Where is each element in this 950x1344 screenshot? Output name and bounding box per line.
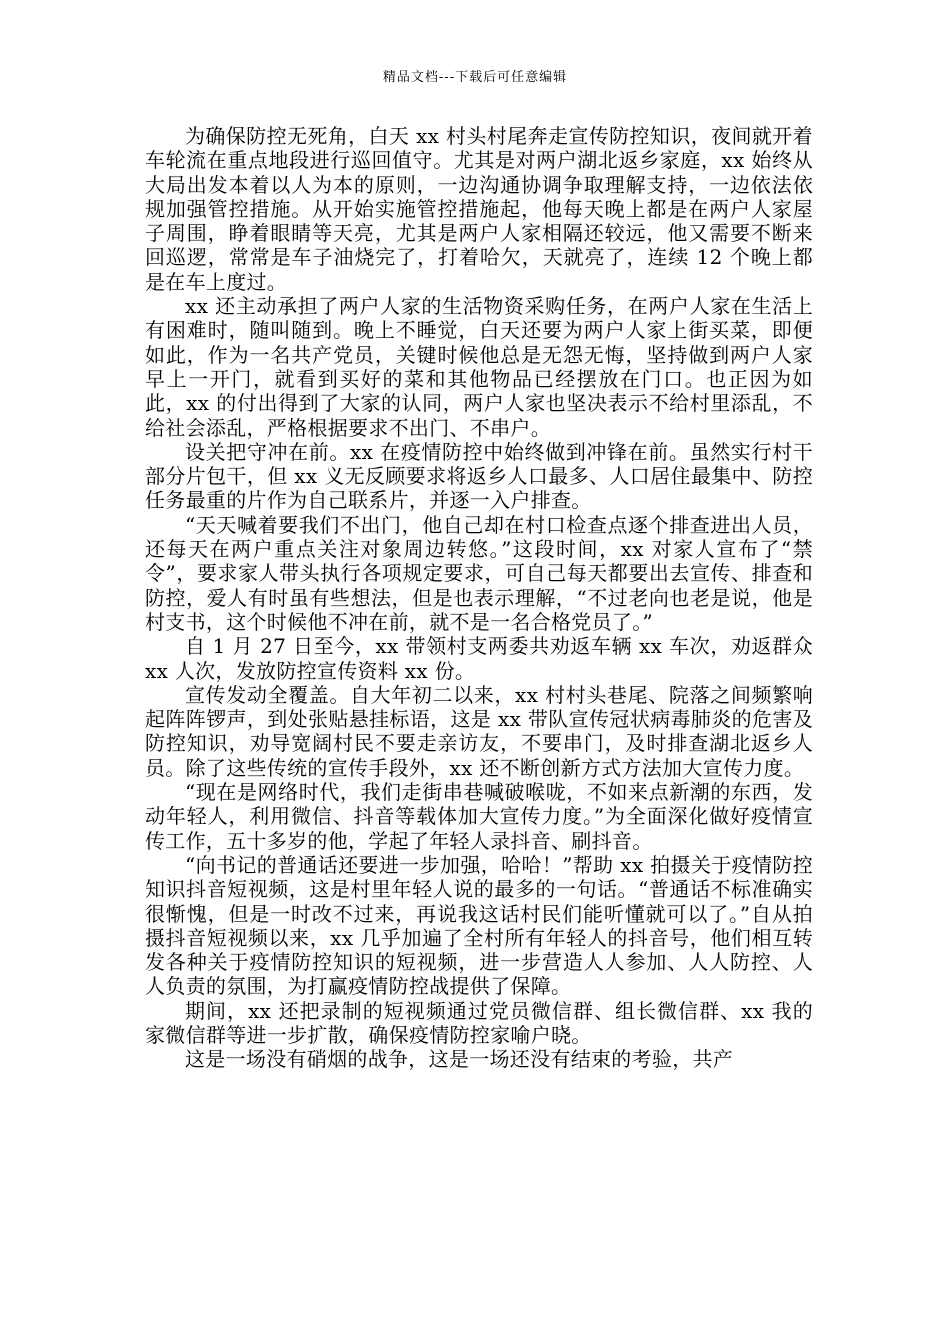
paragraph-9: 期间，xx 还把录制的短视频通过党员微信群、组长微信群、xx 我的家微信群等进一步扩散，确保疫情防控家喻户晓。 (145, 998, 813, 1047)
paragraph-3: 设关把守冲在前。xx 在疫情防控中始终做到冲锋在前。虽然实行村干部分片包干，但 xx 义无反顾要求将返乡人口最多、人口居住最集中、防控任务最重的片作为自己联系片，并逐一入户排查。 (145, 439, 813, 513)
paragraph-10: 这是一场没有硝烟的战争，这是一场还没有结束的考验，共产 (185, 1047, 734, 1072)
document-body (145, 124, 813, 1072)
paragraph-4: “天天喊着要我们不出门，他自己却在村口检查点逐个排查进出人员，还每天在两户重点关注对象周边转悠。”这段时间，xx 对家人宣布了“禁令”，要求家人带头执行各项规定要求，可自己每天都要出去宣传、排查和防控，爱人有时虽有些想法，但是也表示理解，“不过老向也老是说，他是村支书，这个时候他不冲在前，就不是一名合格党员了。” (145, 512, 813, 634)
paragraph-7: “现在是网络时代，我们走街串巷喊破喉咙，不如来点新潮的东西，发动年轻人，利用微信、抖音等载体加大宣传力度。”为全面深化做好疫情宣传工作，五十多岁的他，学起了年轻人录抖音、刷抖音。 (145, 780, 813, 853)
paragraph-1: 为确保防控无死角，白天 xx 村头村尾奔走宣传防控知识，夜间就开着车轮流在重点地段进行巡回值守。尤其是对两户湖北返乡家庭，xx 始终从大局出发本着以人为本的原则，一边沟通协调争取理解支持，一边依法依规加强管控措施。从开始实施管控措施起，他每天晚上都是在两户人家屋子周围，睁着眼睛等天亮，尤其是两户人家相隔还较远，他又需要不断来回巡逻，常常是车子油烧完了，打着哈欠，天就亮了，连续 12 个晚上都是在车上度过。 (145, 124, 813, 294)
page-header: 精品文档---下载后可任意编辑 (382, 70, 568, 85)
paragraph-2: xx 还主动承担了两户人家的生活物资采购任务，在两户人家在生活上有困难时，随叫随到。晚上不睡觉，白天还要为两户人家上街买菜，即便如此，作为一名共产党员，关键时候他总是无怨无悔，坚持做到两户人家早上一开门，就看到买好的菜和其他物品已经摆放在门口。也正因为如此，xx 的付出得到了大家的认同，两户人家也坚决表示不给村里添乱，不给社会添乱，严格根据要求不出门、不串户。 (145, 294, 813, 440)
paragraph-5: 自 1 月 27 日至今，xx 带领村支两委共劝返车辆 xx 车次，劝返群众 xx 人次，发放防控宣传资料 xx 份。 (145, 634, 813, 683)
paragraph-6: 宣传发动全覆盖。自大年初二以来，xx 村村头巷尾、院落之间频繁响起阵阵锣声，到处张贴悬挂标语，这是 xx 带队宣传冠状病毒肺炎的危害及防控知识，劝导宽阔村民不要走亲访友，不要串门，及时排查湖北返乡人员。除了这些传统的宣传手段外，xx 还不断创新方式方法加大宣传力度。 (145, 682, 813, 780)
paragraph-8: “向书记的普通话还要进一步加强，哈哈！”帮助 xx 拍摄关于疫情防控知识抖音短视频，这是村里年轻人说的最多的一句话。“普通话不标准确实很惭愧，但是一时改不过来，再说我这话村民们能听懂就可以了。”自从拍摄抖音短视频以来，xx 几乎加遍了全村所有年轻人的抖音号，他们相互转发各种关于疫情防控知识的短视频，进一步营造人人参加、人人防控、人人负责的氛围，为打赢疫情防控战提供了保障。 (145, 852, 813, 999)
